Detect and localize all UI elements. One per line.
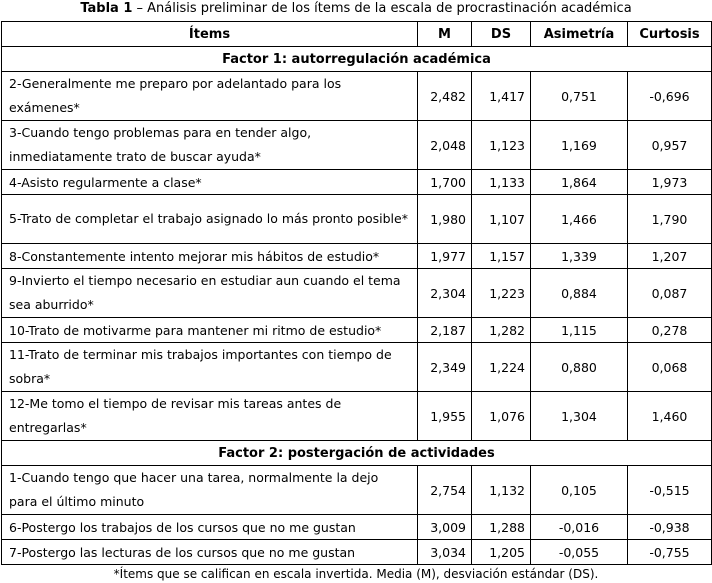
factor-row [2,441,712,466]
sd-value: 1,224 [472,343,531,392]
skewness-value: 0,105 [531,466,628,515]
skewness-value: 0,751 [531,72,628,121]
kurtosis-value: -0,938 [628,515,712,540]
factor-row [2,47,712,72]
mean-value: 2,048 [418,121,472,170]
table-row [2,515,712,540]
sd-value: 1,107 [472,195,531,244]
kurtosis-value: 1,460 [628,392,712,441]
table-body [2,47,712,565]
kurtosis-value: 0,087 [628,269,712,318]
factor-title: Factor 1: autorregulación académica [2,47,712,72]
mean-value: 1,980 [418,195,472,244]
sd-value: 1,223 [472,269,531,318]
mean-value: 1,700 [418,170,472,195]
skewness-value: 0,880 [531,343,628,392]
table-footnote: *Ítems que se califican en escala invertida. Media (M), desviación estándar (DS). [113,567,599,581]
table-row [2,269,712,318]
sd-value: 1,133 [472,170,531,195]
header-curtosis: Curtosis [628,22,712,47]
kurtosis-value: 1,973 [628,170,712,195]
item-text: 1-Cuando tengo que hacer una tarea, normalmente la dejo para el último minuto [2,466,418,515]
sd-value: 1,132 [472,466,531,515]
item-text: 8-Constantemente intento mejorar mis hábitos de estudio* [2,244,418,269]
header-ds: DS [472,22,531,47]
table-caption [0,0,712,20]
item-text: 11-Trato de terminar mis trabajos importantes con tiempo de sobra* [2,343,418,392]
header-items: Ítems [2,22,418,47]
sd-value: 1,205 [472,540,531,565]
skewness-value: 1,466 [531,195,628,244]
mean-value: 2,187 [418,318,472,343]
table-row [2,466,712,515]
skewness-value: 0,884 [531,269,628,318]
table-row [2,244,712,269]
header-row [2,22,712,47]
kurtosis-value: 1,790 [628,195,712,244]
skewness-value: -0,055 [531,540,628,565]
sd-value: 1,123 [472,121,531,170]
sd-value: 1,282 [472,318,531,343]
item-text: 7-Postergo las lecturas de los cursos que no me gustan [2,540,418,565]
item-text: 5-Trato de completar el trabajo asignado lo más pronto posible* [2,195,418,244]
caption-text: – Análisis preliminar de los ítems de la escala de procrastinación académica [132,1,632,16]
mean-value: 1,977 [418,244,472,269]
header-m: M [418,22,472,47]
kurtosis-value: 0,957 [628,121,712,170]
kurtosis-value: -0,515 [628,466,712,515]
mean-value: 1,955 [418,392,472,441]
sd-value: 1,417 [472,72,531,121]
table-row [2,170,712,195]
skewness-value: 1,864 [531,170,628,195]
mean-value: 3,009 [418,515,472,540]
skewness-value: 1,339 [531,244,628,269]
skewness-value: -0,016 [531,515,628,540]
kurtosis-value: 1,207 [628,244,712,269]
procrastination-items-table [1,21,712,565]
mean-value: 3,034 [418,540,472,565]
table-row [2,343,712,392]
item-text: 12-Me tomo el tiempo de revisar mis tareas antes de entregarlas* [2,392,418,441]
mean-value: 2,754 [418,466,472,515]
mean-value: 2,482 [418,72,472,121]
mean-value: 2,304 [418,269,472,318]
kurtosis-value: 0,278 [628,318,712,343]
item-text: 10-Trato de motivarme para mantener mi ritmo de estudio* [2,318,418,343]
kurtosis-value: 0,068 [628,343,712,392]
table-row [2,195,712,244]
table-row [2,121,712,170]
caption-label: Tabla 1 [80,1,133,16]
table-row [2,540,712,565]
mean-value: 2,349 [418,343,472,392]
factor-title: Factor 2: postergación de actividades [2,441,712,466]
header-asimetria: Asimetría [531,22,628,47]
sd-value: 1,288 [472,515,531,540]
item-text: 2-Generalmente me preparo por adelantado para los exámenes* [2,72,418,121]
sd-value: 1,157 [472,244,531,269]
item-text: 6-Postergo los trabajos de los cursos que no me gustan [2,515,418,540]
skewness-value: 1,304 [531,392,628,441]
table-row [2,72,712,121]
item-text: 3-Cuando tengo problemas para en tender algo, inmediatamente trato de buscar ayuda* [2,121,418,170]
skewness-value: 1,115 [531,318,628,343]
skewness-value: 1,169 [531,121,628,170]
kurtosis-value: -0,755 [628,540,712,565]
kurtosis-value: -0,696 [628,72,712,121]
table-row [2,392,712,441]
item-text: 4-Asisto regularmente a clase* [2,170,418,195]
item-text: 9-Invierto el tiempo necesario en estudiar aun cuando el tema sea aburrido* [2,269,418,318]
table-row [2,318,712,343]
sd-value: 1,076 [472,392,531,441]
